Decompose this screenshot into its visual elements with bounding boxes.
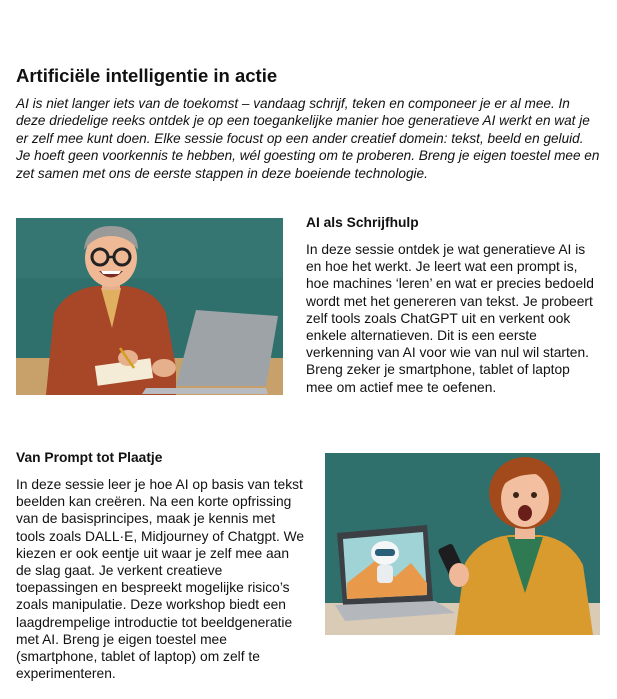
session-title-images: Van Prompt tot Plaatje [16, 450, 163, 465]
session-title-writing: AI als Schrijfhulp [306, 215, 419, 230]
intro-paragraph: AI is niet langer iets van de toekomst – vandaag schrijf, teken en componeer je er al mee. In deze driedelige reeks ontdek je op een toegankelijke manier hoe generatieve AI werkt en wat je er zelf mee kunt doen. Elke sessie focust op een ander creatief domein: tekst, beeld en geluid. Je hoeft geen voorkennis te hebben, wél goesting om te proberen. Breng je eigen toestel mee en zet samen met ons de eerste stappen in deze boeiende technologie. [16, 96, 600, 181]
session-body-writing: In deze sessie ontdek je wat generatieve AI is en hoe het werkt. Je leert wat een prompt is, hoe machines ‘leren’ en wat er precies bedoeld wordt met het genereren van tekst. Je probeert zelf tools zoals ChatGPT uit en verkent ook enkele alternatieven. Dit is een eerste verkenning van AI voor wie van nul wil starten. Breng zeker je smartphone, tablet of laptop mee om actief mee te oefenen. [306, 242, 594, 395]
photo-woman-with-phone-and-laptop [325, 453, 600, 635]
session-body-images: In deze sessie leer je hoe AI op basis van tekst beelden kan creëren. Na een korte opfrissing van de basisprincipes, maak je kennis met tools zoals DALL·E, Midjourney of Chatgpt. We kiezen er ook eentje uit waar je zelf mee aan de slag gaat. Je verkent creatieve toepassingen en bespreekt mogelijke risico’s zoals manipulatie. Deze workshop biedt een laagdrempelige introductie tot beeldgeneratie met AI. Breng je eigen toestel mee (smartphone, tablet of laptop) om zelf te experimenteren. [16, 477, 305, 682]
page-title: Artificiële intelligentie in actie [16, 65, 278, 86]
photo-man-writing-with-laptop [16, 218, 283, 395]
